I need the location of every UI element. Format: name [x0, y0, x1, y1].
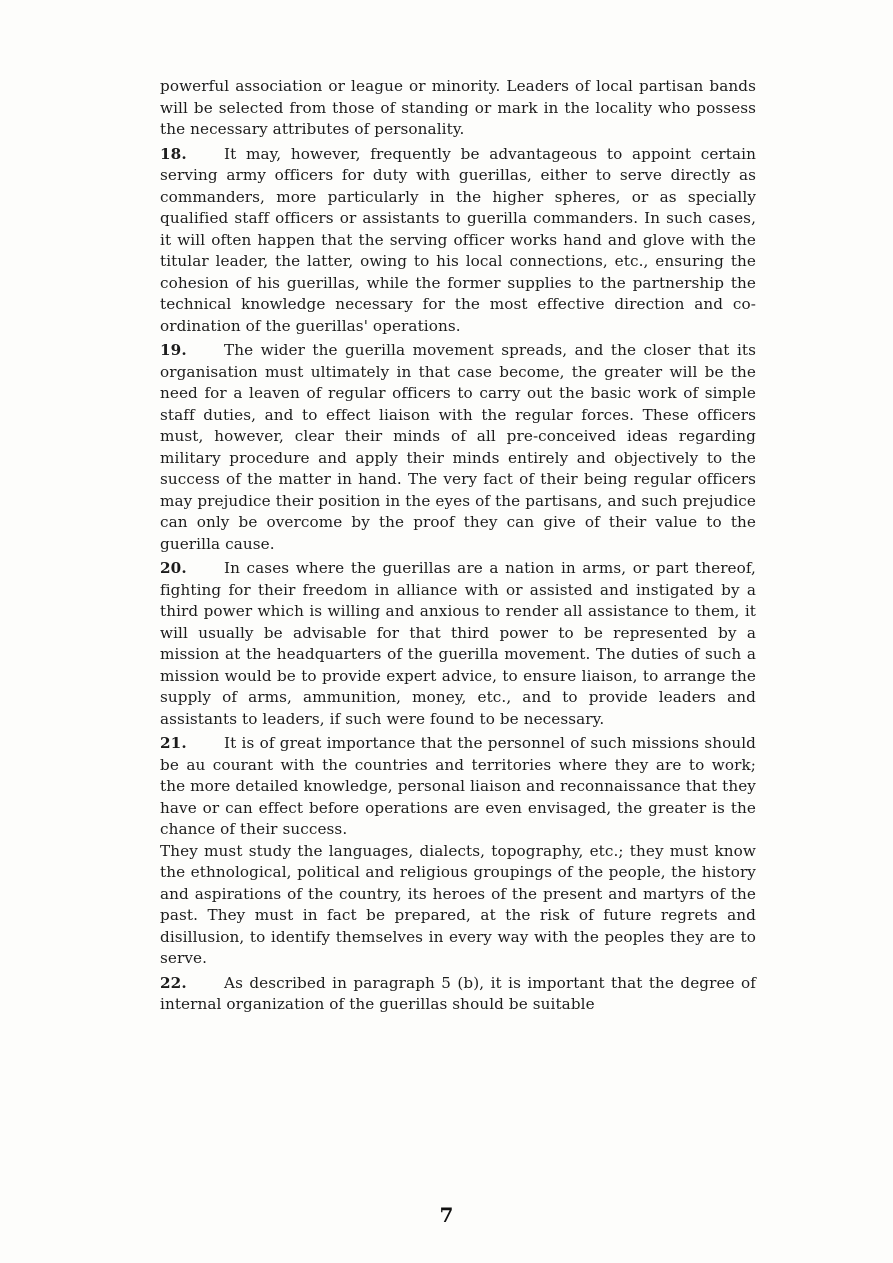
paragraph-number: 18. [160, 144, 187, 163]
page-number: 7 [439, 1203, 454, 1227]
paragraph-text: The wider the guerilla movement spreads, and the closer that its organisation must ultimately in that case become, the greater will be the need for a leaven of regular officers to carry out the basic work of simple staff duties, and to effect liaison with the regular forces. These officers must, however, clear their minds of all pre-conceived ideas regarding military procedure and apply their minds entirely and objectively to the success of the matter in hand. The very fact of their being regular officers may prejudice their position in the eyes of the partisans, and such prejudice can only be overcome by the proof they can give of their value to the guerilla cause. [160, 341, 756, 553]
paragraph-text: powerful association or league or minority. Leaders of local partisan bands will be selected from those of standing or mark in the locality who possess the necessary attributes of personality. [160, 77, 756, 138]
paragraph-21 [160, 733, 756, 841]
paragraph-18 [160, 144, 756, 338]
paragraph-text: It is of great importance that the personnel of such missions should be au courant with the countries and territories where they are to work; the more detailed knowledge, personal liaison and reconnaissance that they have or can effect before operations are even envisaged, the greater is the chance of their success. [160, 734, 756, 838]
paragraph-number: 20. [160, 559, 187, 577]
paragraph-22 [160, 973, 756, 1016]
body-text [160, 76, 756, 1016]
paragraph-number: 21. [160, 734, 187, 752]
paragraph-text: As described in paragraph 5 (b), it is important that the degree of internal organization of the guerillas should be suitable [160, 973, 756, 1013]
paragraph-continued [160, 76, 756, 141]
paragraph-number: 19. [160, 341, 187, 359]
paragraph-number: 22. [160, 973, 187, 992]
paragraph-text: It may, however, frequently be advantageous to appoint certain serving army officers for duty with guerillas, either to serve directly as commanders, more particularly in the higher spheres, or as specially qualified staff officers or assistants to guerilla commanders. In such cases, it will often happen that the serving officer works hand and glove with the titular leader, the latter, owing to his local connections, etc., ensuring the cohesion of his guerillas, while the former supplies to the partnership the technical knowledge necessary for the most effective direction and co-ordination of the guerillas' operations. [160, 144, 756, 335]
paragraph-text: In cases where the guerillas are a nation in arms, or part thereof, fighting for their freedom in alliance with or assisted and instigated by a third power which is willing and anxious to render all assistance to them, it will usually be advisable for that third power to be represented by a mission at the headquarters of the guerilla movement. The duties of such a mission would be to provide expert advice, to ensure liaison, to arrange the supply of arms, ammunition, money, etc., and to provide leaders and assistants to leaders, if such were found to be necessary. [160, 559, 756, 728]
paragraph-20 [160, 558, 756, 730]
paragraph-text: They must study the languages, dialects, topography, etc.; they must know the ethnological, political and religious groupings of the people, the history and aspirations of the country, its heroes of the present and martyrs of the past. They must in fact be prepared, at the risk of future regrets and disillusion, to identify themselves in every way with the peoples they are to serve. [160, 841, 756, 967]
paragraph-19 [160, 340, 756, 555]
paragraph-21-continued [160, 841, 756, 970]
